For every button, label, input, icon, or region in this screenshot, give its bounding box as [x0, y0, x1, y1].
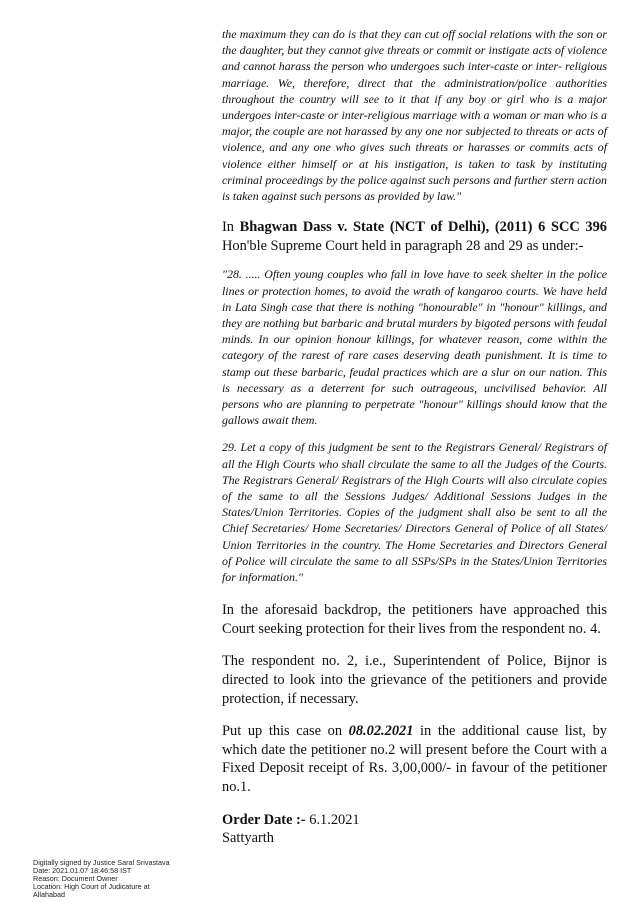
signature-line-location: Location: High Court of Judicature at — [33, 882, 150, 892]
case-citation: Bhagwan Dass v. State (NCT of Delhi), (2011) 6 SCC 396 — [239, 219, 607, 236]
citation-paragraph — [222, 218, 607, 255]
signature-line-location-cont: Allahabad — [33, 890, 65, 900]
citation-suffix: Hon'ble Supreme Court held in paragraph 28 and 29 as under:- — [222, 237, 584, 254]
judgment-body — [222, 26, 607, 848]
officer-name: Sattyarth — [222, 830, 274, 847]
listing-after: in the additional cause list, by which date the petitioner no.2 will present before the Court with a Fixed Deposit receipt of Rs. 3,00,000/- in favour of the petitioner no.1. — [222, 723, 607, 796]
signature-line-date: Date: 2021.01.07 18:46:58 IST — [33, 866, 132, 876]
citation-prefix: In — [222, 219, 240, 236]
listing-before: Put up this case on — [222, 723, 349, 740]
quote-paragraph-top: the maximum they can do is that they can cut off social relations with the son or the daughter, but they cannot give threats or commit or instigate acts of violence and cannot harass the person who undergoes such inter-caste or inter- religious marriage. We, therefore, direct that the administration/police authorities throughout the country will see to it that if any boy or girl who is a major undergoes inter-caste or inter-religious marriage with a woman or man who is a major, the couple are not harassed by any one nor subjected to threats or acts of violence, and any one who gives such threats or harasses or commits acts of violence either himself or at his instigation, is taken to task by instituting criminal proceedings by the police against such persons and further stern action is taken against such persons as provided by law." — [222, 27, 607, 204]
paragraph-respondent: The respondent no. 2, i.e., Superintendent of Police, Bijnor is directed to look into the grievance of the petitioners and provide protection, if necessary. — [222, 653, 607, 707]
quote-paragraph-29: 29. Let a copy of this judgment be sent to the Registrars General/ Registrars of all the High Courts who shall circulate the same to all the Judges of the Courts. The Registrars General/ Registrars of the High Courts will also circulate copies of the same to all the Sessions Judges/ Additional Sessions Judges in the States/Union Territories. Copies of the judgment shall also be sent to all the Chief Secretaries/ Home Secretaries/ Directors General of Police of all States/ Union Territories in the country. The Home Secretaries and Directors General of Police will circulate the same to all SSPs/SPs in the States/Union Territories for information." — [222, 440, 607, 585]
quote-paragraph-28: "28. ..... Often young couples who fall in love have to seek shelter in the police lines or protection homes, to avoid the wrath of kangaroo courts. We have held in Lata Singh case that there is nothing "honourable" in "honour" killings, and they are nothing but barbaric and brutal murders by bigoted persons with feudal minds. In our opinion honour killings, for whatever reason, come within the category of the rarest of rare cases deserving death punishment. It is time to stamp out these barbaric, feudal practices which are a slur on our nation. This is necessary as a deterrent for such outrageous, uncivilised behavior. All persons who are planning to perpetrate "honour" killings should know that the gallows await them. — [222, 267, 607, 428]
paragraph-backdrop: In the aforesaid backdrop, the petitioners have approached this Court seeking protection for their lives from the respondent no. 4. — [222, 602, 607, 637]
signature-line-reason: Reason: Document Owner — [33, 874, 118, 884]
digital-signature-block — [33, 859, 218, 899]
signature-line-signed-by: Digitally signed by Justice Saral Srivastava — [33, 858, 170, 867]
order-date-value: 6.1.2021 — [305, 811, 360, 828]
order-date-line — [222, 811, 607, 830]
paragraph-listing — [222, 722, 607, 796]
listing-date: 08.02.2021 — [348, 723, 414, 740]
order-date-label: Order Date :- — [222, 811, 306, 828]
